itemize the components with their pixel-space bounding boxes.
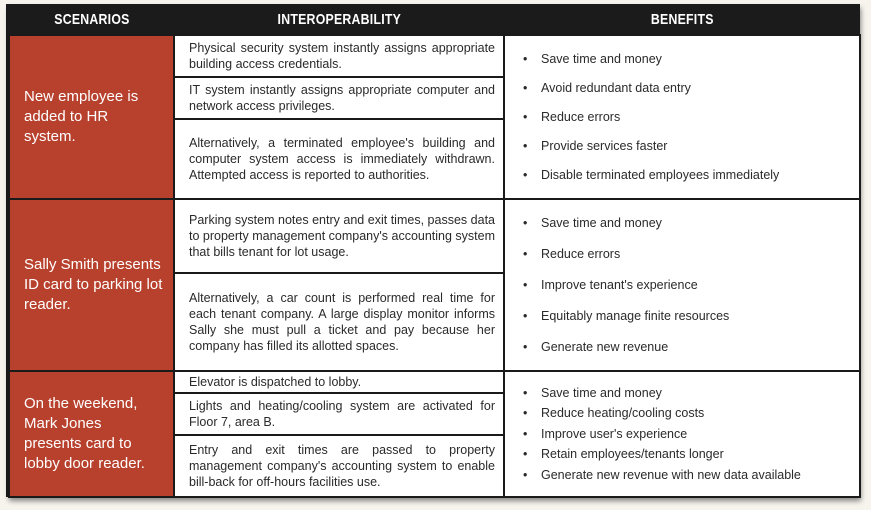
benefits-list — [523, 383, 851, 486]
benefits-list — [523, 208, 851, 363]
list-item: • Improve user's experience — [523, 424, 851, 445]
list-item: • Equitably manage finite resources — [523, 301, 851, 332]
benefits-cell — [504, 199, 860, 371]
list-item: • Disable terminated employees immediately — [523, 161, 851, 190]
list-item: • Generate new revenue with new data available — [523, 465, 851, 486]
interop-cell: Alternatively, a terminated employee's building and computer system access is immediately withdrawn. Attempted access is reported to authorities. — [174, 119, 504, 199]
list-item: • Save time and money — [523, 208, 851, 239]
list-item: • Reduce heating/cooling costs — [523, 403, 851, 424]
interop-cell: Entry and exit times are passed to property management company's accounting system to enable bill-back for off-hours facilities use. — [174, 435, 504, 497]
list-item: • Retain employees/tenants longer — [523, 444, 851, 465]
list-item: • Improve tenant's experience — [523, 270, 851, 301]
list-item: • Save time and money — [523, 45, 851, 74]
table-row — [9, 35, 860, 77]
header-benefits: BENEFITS — [504, 4, 860, 35]
header-interoperability: INTEROPERABILITY — [174, 4, 504, 35]
scenario-cell: Sally Smith presents ID card to parking lot reader. — [9, 199, 174, 371]
list-item: • Reduce errors — [523, 103, 851, 132]
benefits-cell — [504, 35, 860, 199]
benefits-list — [523, 45, 851, 190]
header-row — [9, 4, 860, 35]
list-item: • Avoid redundant data entry — [523, 74, 851, 103]
interop-cell: IT system instantly assigns appropriate computer and network access privileges. — [174, 77, 504, 119]
list-item: • Provide services faster — [523, 132, 851, 161]
scenario-cell: New employee is added to HR system. — [9, 35, 174, 199]
table-row — [9, 371, 860, 393]
list-item: • Generate new revenue — [523, 332, 851, 363]
list-item: • Reduce errors — [523, 239, 851, 270]
interop-cell: Alternatively, a car count is performed real time for each tenant company. A large display monitor informs Sally she must pull a ticket and pay because her company has filled its allotted spaces. — [174, 273, 504, 371]
table-row — [9, 199, 860, 273]
list-item: • Save time and money — [523, 383, 851, 404]
scenarios-table — [8, 4, 861, 498]
interop-cell: Physical security system instantly assigns appropriate building access credentials. — [174, 35, 504, 77]
interop-cell: Lights and heating/cooling system are activated for Floor 7, area B. — [174, 393, 504, 435]
header-scenarios: SCENARIOS — [9, 4, 174, 35]
scenario-cell: On the weekend, Mark Jones presents card to lobby door reader. — [9, 371, 174, 497]
interop-cell: Elevator is dispatched to lobby. — [174, 371, 504, 393]
benefits-cell — [504, 371, 860, 497]
interop-cell: Parking system notes entry and exit times, passes data to property management company's accounting system that bills tenant for lot usage. — [174, 199, 504, 273]
